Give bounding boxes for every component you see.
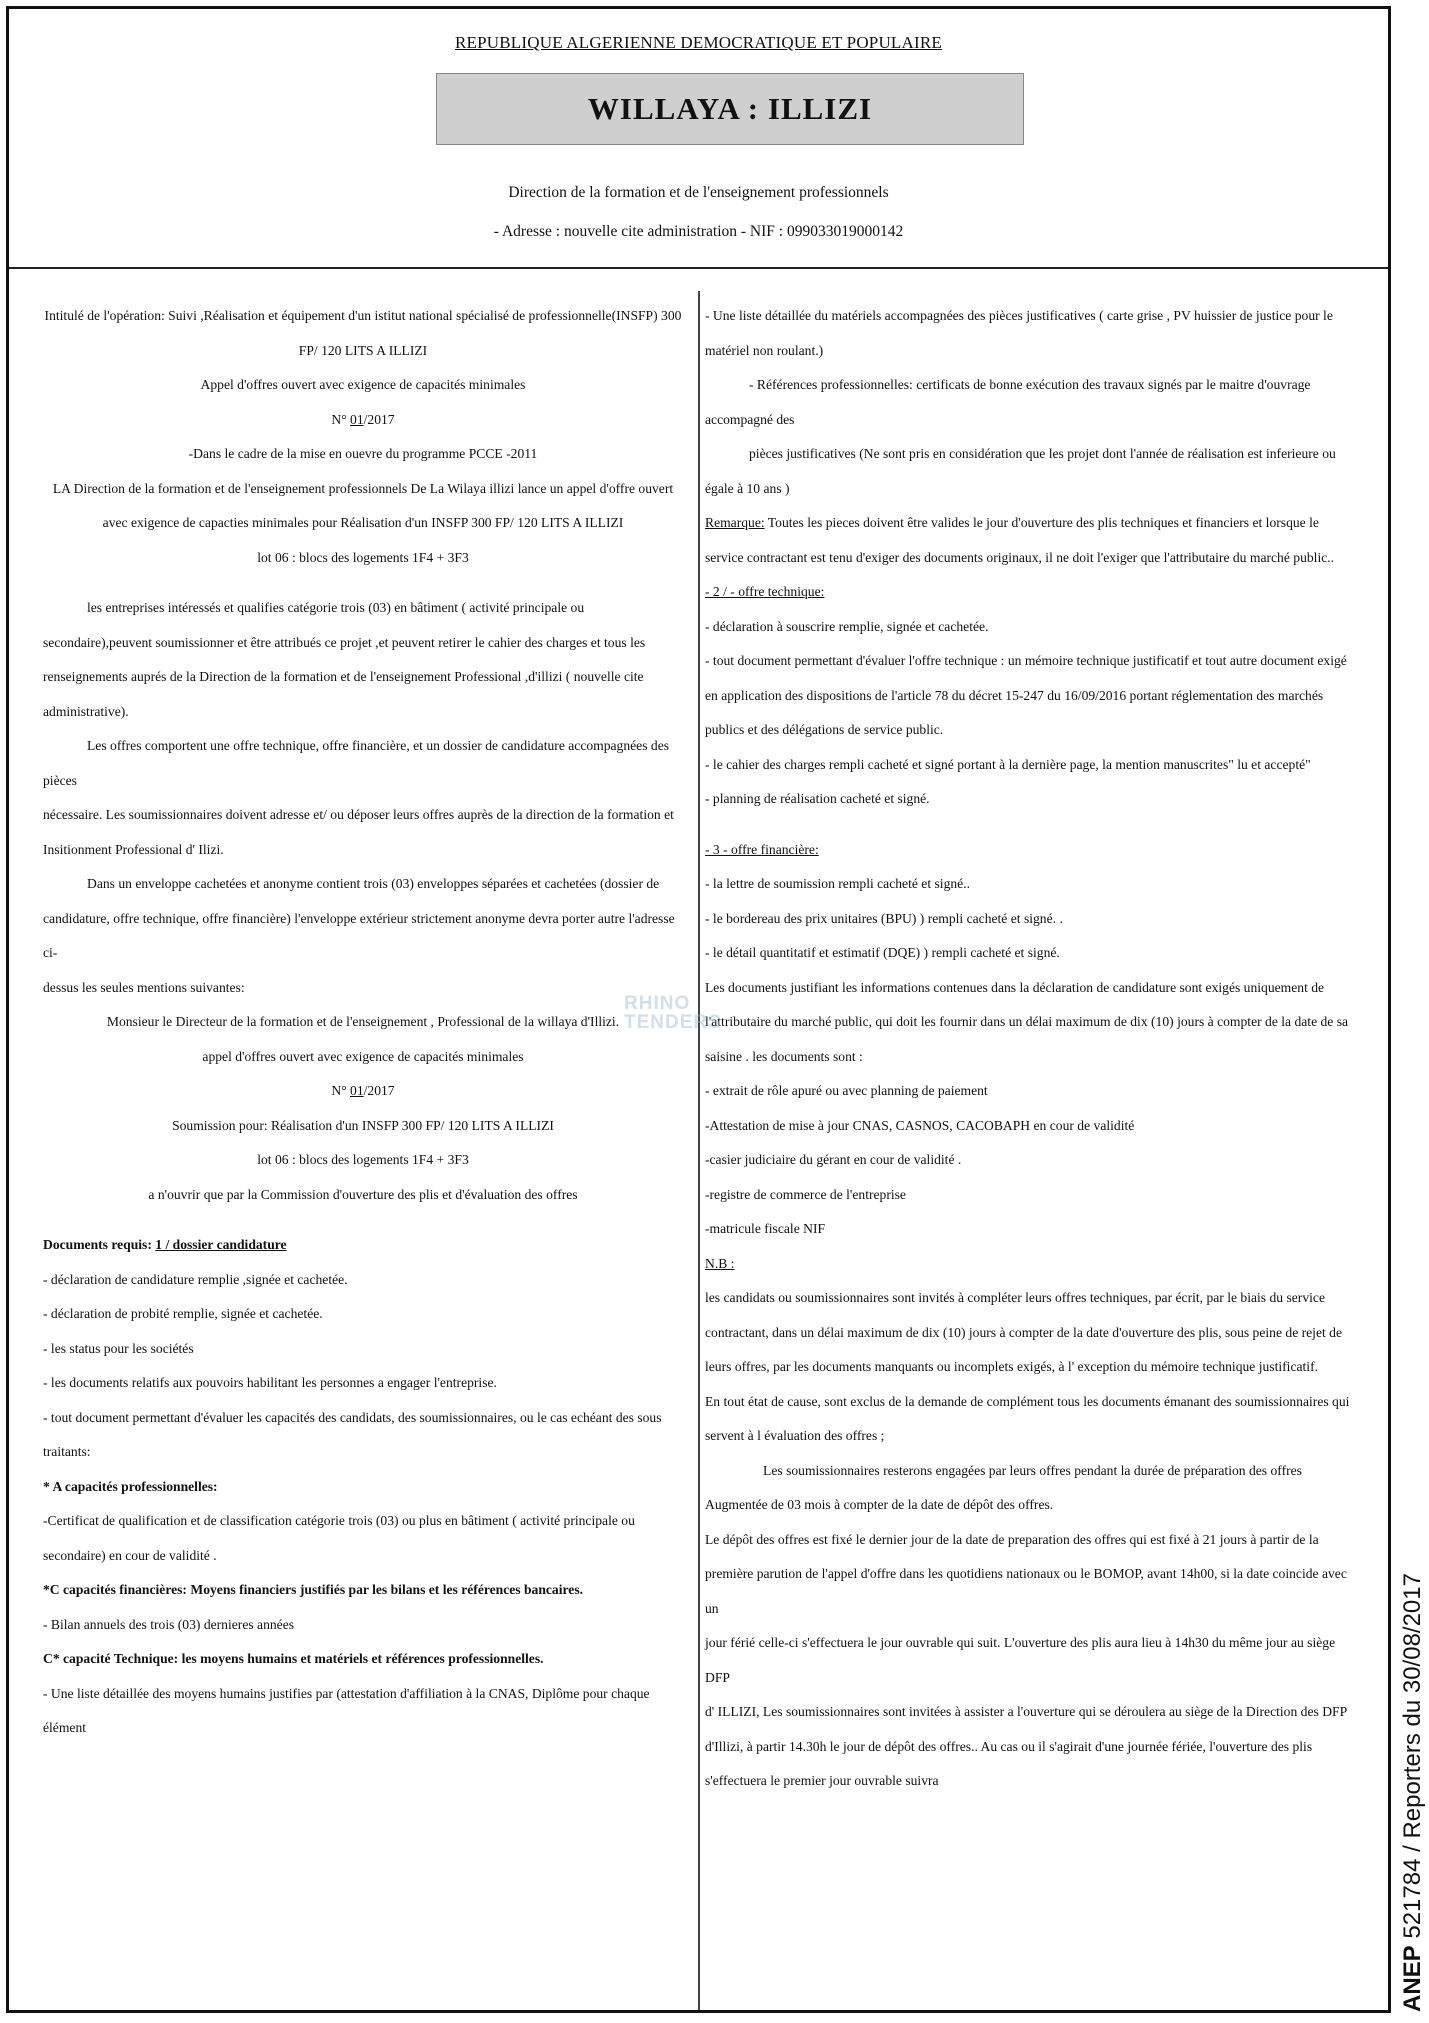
nb-text: d' ILLIZI, Les soumissionnaires sont invitées à assister a l'ouverture qui se déroulera au siège de la Direction des DFP (705, 1704, 1348, 1719)
offers-text: nécessaire. Les soumissionnaires doivent adresse et/ ou déposer leurs offres auprès de la direction de la formation et (43, 807, 674, 822)
financial-item: - extrait de rôle apuré ou avec planning de paiement (705, 1083, 988, 1098)
financial-item: -casier judiciaire du gérant en cour de validité . (705, 1152, 962, 1167)
nb-text: d'Illizi, à partir 14.30h le jour de dépôt des offres.. Au cas ou il s'agirait d'une journée fériée, l'ouverture des plis (705, 1738, 1313, 1754)
lot-line-repeat: lot 06 : blocs des logements 1F4 + 3F3 (257, 1152, 469, 1167)
operation-title: Intitulé de l'opération: Suivi ,Réalisation et équipement d'un istitut national spécialisé de professionnelle(INSFP) 300 (44, 308, 682, 323)
financial-item: -matricule fiscale NIF (705, 1221, 826, 1236)
eligibility-text: renseignements auprés de la Direction de la formation et de l'enseignement Professional ,d'illizi ( nouvelle cite (43, 669, 644, 684)
financial-capacity-title: *C capacités financières: Moyens financiers justifiés par les bilans et les références bancaires. (43, 1582, 584, 1597)
financial-item: Les documents justifiant les informations contenues dans la déclaration de candidature sont exigés uniquement de (705, 979, 1325, 995)
submission-line: Soumission pour: Réalisation d'un INSFP 300 FP/ 120 LITS A ILLIZI (172, 1117, 554, 1133)
document-item: - Une liste détaillée des moyens humains justifies par (attestation d'affiliation à la CNAS, Diplôme pour chaque élément (43, 1685, 650, 1735)
financial-offer-title: - 3 - offre financière: (705, 841, 819, 857)
document-page (6, 6, 1391, 2013)
nb-text: contractant, dans un délai maximum de dix (10) jours à compter de la date d'ouverture des plis, sous peine de rejet de (705, 1324, 1343, 1340)
eligibility-text: secondaire),peuvent soumissionner et être attribués ce projet ,et peuvent retirer le cahier des charges et tous les (43, 634, 646, 650)
nb-text: jour férié celle-ci s'effectuera le jour ouvrable qui suit. L'ouverture des plis aura lieu à 14h30 du même jour au siège DFP (705, 1635, 1336, 1685)
financial-item: saisine . les documents sont : (705, 1048, 863, 1064)
document-item: -Certificat de qualification et de classification catégorie trois (03) ou plus en bâtiment ( activité principale ou (43, 1513, 635, 1528)
programme-line: -Dans le cadre de la mise en ouevre du programme PCCE -2011 (188, 446, 538, 461)
financial-item: - la lettre de soumission rempli cacheté et signé.. (705, 876, 970, 891)
address-recipient: Monsieur le Directeur de la formation et de l'enseignement , Professional de la willaya d'Illizi. (106, 1014, 620, 1029)
technical-offer-title: - 2 / - offre technique: (705, 584, 825, 599)
technical-capacity-title: C* capacité Technique: les moyens humains et matériels et références professionnelles. (43, 1651, 544, 1666)
document-item: - les documents relatifs aux pouvoirs habilitant les personnes a engager l'entreprise. (43, 1375, 497, 1390)
document-item: - Références professionnelles: certificats de bonne exécution des travaux signés par le maitre d'ouvrage accompagné des (705, 377, 1311, 427)
offers-text: Insitionment Professional d' Ilizi. (43, 841, 224, 857)
address-line: - Adresse : nouvelle cite administration - NIF : 099033019000142 (493, 223, 904, 240)
envelope-text: Dans un enveloppe cachetées et anonyme contient trois (03) enveloppes séparées et cachetées (dossier de (87, 876, 660, 891)
document-item: - déclaration de candidature remplie ,signée et cachetée. (43, 1271, 348, 1287)
document-item: pièces justificatives (Ne sont pris en considération que les projet dont l'année de réalisation est inferieure ou égale à 10 ans ) (705, 446, 1336, 496)
nb-text: En tout état de cause, sont exclus de la demande de complément tous les documents émanant des soumissionnaires qui (705, 1393, 1350, 1409)
professional-capacity-title: * A capacités professionnelles: (43, 1478, 218, 1494)
document-item: - Une liste détaillée du matériels accompagnées des pièces justificatives ( carte grise , PV huissier de justice pour le (705, 308, 1333, 323)
document-item: matériel non roulant.) (705, 342, 824, 358)
document-item: traitants: (43, 1444, 91, 1459)
nb-text: s'effectuera le premier jour ouvrable suivra (705, 1773, 939, 1788)
republic-title: REPUBLIQUE ALGERIENNE DEMOCRATIQUE ET POPULAIRE (455, 33, 942, 52)
technical-item: en application des dispositions de l'article 78 du décret 15-247 du 16/09/2016 portant réglementation des marchés (705, 687, 1324, 703)
technical-item: - déclaration à souscrire remplie, signée et cachetée. (705, 618, 989, 634)
nb-text: Augmentée de 03 mois à compter de la date de dépôt des offres. (705, 1497, 1054, 1512)
document-header (9, 9, 1388, 274)
operation-title-cont: FP/ 120 LITS A ILLIZI (298, 342, 428, 358)
financial-item: - le détail quantitatif et estimatif (DQE) ) rempli cacheté et signé. (705, 945, 1060, 960)
document-item: - les status pour les sociétés (43, 1340, 194, 1356)
watermark-logo: RHINO TENDERS (624, 993, 722, 1033)
willaya-title: WILLAYA : ILLIZI (436, 73, 1024, 145)
nb-text: servent à l évaluation des offres ; (705, 1428, 885, 1443)
nb-text: Les soumissionnaires resterons engagées par leurs offres pendant la durée de préparation des offres (763, 1462, 1302, 1478)
document-item: - tout document permettant d'évaluer les capacités des candidats, des soumissionnaires, ou le cas echéant des sous (43, 1409, 662, 1425)
nb-text: les candidats ou soumissionnaires sont invités à compléter leurs offres techniques, par écrit, par le biais du service (705, 1290, 1325, 1305)
document-item: secondaire) en cour de validité . (43, 1547, 217, 1563)
launch-paragraph: LA Direction de la formation et de l'enseignement professionnels De La Wilaya illizi lance un appel d'offre ouvert (52, 480, 674, 496)
technical-item: - tout document permettant d'évaluer l'offre technique : un mémoire technique justificatif et tout autre document exigé (705, 653, 1347, 668)
publication-reference: ANEP 521784 / Reporters du 30/08/2017 (1399, 1573, 1426, 2012)
tender-type: Appel d'offres ouvert avec exigence de capacités minimales (200, 377, 526, 392)
launch-paragraph-cont: avec exigence de capacties minimales pour Réalisation d'un INSFP 300 FP/ 120 LITS A ILLIZI (102, 515, 624, 530)
tender-number: N° 01/2017 (331, 411, 395, 427)
offers-text: Les offres comportent une offre technique, offre financière, et un dossier de candidature accompagnées des pièces (43, 738, 670, 788)
nb-text: première parution de l'appel d'offre dans les quotidiens nationaux ou le BOMOP, avant 14h00, si la date coincide avec un (705, 1566, 1347, 1616)
remark-cont: service contractant est tenu d'exiger des documents originaux, il ne doit l'exiger que l'attributaire du marché public.. (705, 549, 1335, 565)
envelope-text: candidature, offre technique, offre financière) l'enveloppe extérieur strictement anonyme devra porter autre l'adresse ci- (43, 910, 675, 960)
left-column (43, 299, 683, 1746)
remark: Remarque: Toutes les pieces doivent être valides le jour d'ouverture des plis techniques et financiers et lorsque le (705, 515, 1319, 530)
lot-line: lot 06 : blocs des logements 1F4 + 3F3 (257, 549, 469, 565)
tender-type-repeat: appel d'offres ouvert avec exigence de capacités minimales (202, 1048, 524, 1064)
opening-notice: a n'ouvrir que par la Commission d'ouverture des plis et d'évaluation des offres (148, 1186, 578, 1202)
column-divider (698, 291, 700, 2010)
technical-item: publics et des délégations de service public. (705, 722, 944, 737)
envelope-text: dessus les seules mentions suivantes: (43, 979, 245, 995)
financial-item: -registre de commerce de l'entreprise (705, 1186, 906, 1202)
tender-number-repeat: N° 01/2017 (331, 1083, 395, 1098)
document-item: - déclaration de probité remplie, signée et cachetée. (43, 1306, 323, 1321)
nb-text: leurs offres, par les documents manquants ou incomplets exigés, à l' exception du mémoire technique justificatif. (705, 1359, 1318, 1374)
nb-text: Le dépôt des offres est fixé le dernier jour de la date de preparation des offres qui est fixé à 21 jours à partir de la (705, 1531, 1319, 1547)
required-documents-title: Documents requis: 1 / dossier candidature (43, 1237, 287, 1252)
right-column (705, 299, 1360, 1799)
eligibility-text: administrative). (43, 703, 129, 719)
financial-item: l'attributaire du marché public, qui doit les fournir dans un délai maximum de dix (10) jours à compter de la date de sa (705, 1014, 1349, 1029)
direction-name: Direction de la formation et de l'enseignement professionnels (508, 184, 889, 201)
nb-title: N.B : (705, 1255, 735, 1271)
eligibility-text: les entreprises intéressés et qualifies catégorie trois (03) en bâtiment ( activité principale ou (87, 600, 585, 615)
financial-item: - le bordereau des prix unitaires (BPU) ) rempli cacheté et signé. . (705, 910, 1063, 926)
document-item: - Bilan annuels des trois (03) dernieres années (43, 1616, 295, 1632)
header-divider (9, 267, 1388, 269)
financial-item: -Attestation de mise à jour CNAS, CASNOS, CACOBAPH en cour de validité (705, 1117, 1135, 1133)
technical-item: - le cahier des charges rempli cacheté et signé portant à la dernière page, la mention manuscrites" lu et accepté" (705, 756, 1311, 772)
technical-item: - planning de réalisation cacheté et signé. (705, 791, 930, 806)
